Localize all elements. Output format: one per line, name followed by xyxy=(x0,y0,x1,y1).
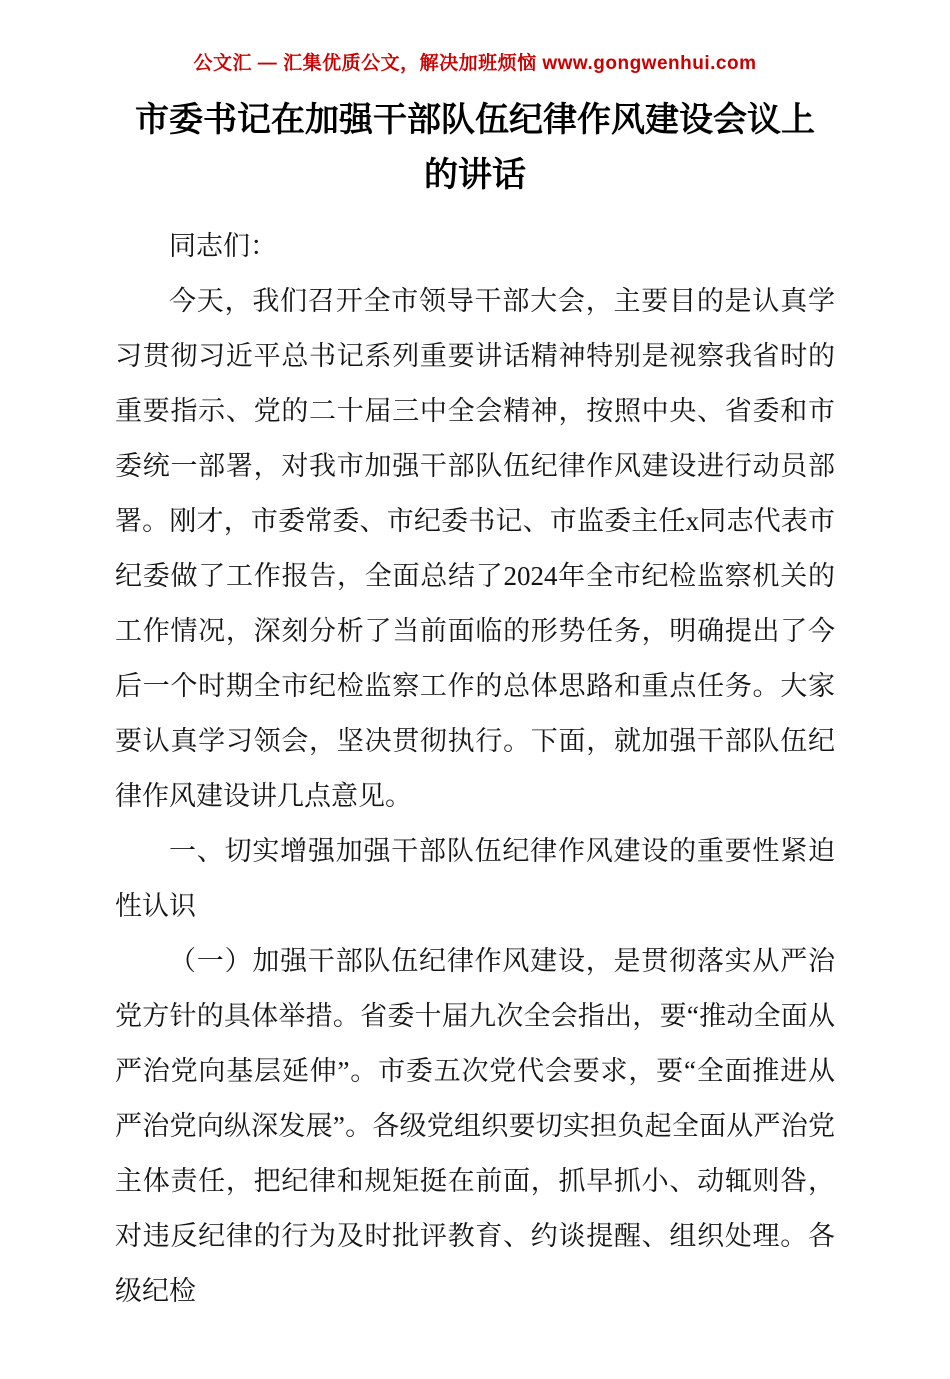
watermark-header: 公文汇 — 汇集优质公文，解决加班烦恼 www.gongwenhui.com xyxy=(193,53,757,74)
document-title: 市委书记在加强干部队伍纪律作风建设会议上的讲话 xyxy=(135,102,815,195)
document-body xyxy=(115,219,835,1319)
body-paragraph-salutation: 同志们： xyxy=(169,231,277,262)
body-paragraph-section-heading: 一、切实增强加强干部队伍纪律作风建设的重要性紧迫性认识 xyxy=(115,836,835,922)
body-paragraph-intro: 今天，我们召开全市领导干部大会，主要目的是认真学习贯彻习近平总书记系列重要讲话精神特别是视察我省时的重要指示、党的二十届三中全会精神，按照中央、省委和市委统一部署，对我市加强干部队伍纪律作风建设进行动员部署。刚才，市委常委、市纪委书记、市监委主任x同志代表市纪委做了工作报告，全面总结了2024年全市纪检监察机关的工作情况，深刻分析了当前面临的形势任务，明确提出了今后一个时期全市纪检监察工作的总体思路和重点任务。大家要认真学习领会，坚决贯彻执行。下面，就加强干部队伍纪律作风建设讲几点意见。 xyxy=(115,286,835,812)
body-paragraph-section-one: （一）加强干部队伍纪律作风建设，是贯彻落实从严治党方针的具体举措。省委十届九次全会指出，要“推动全面从严治党向基层延伸”。市委五次党代会要求，要“全面推进从严治党向纵深发展”。各级党组织要切实担负起全面从严治党主体责任，把纪律和规矩挺在前面，抓早抓小、动辄则咎，对违反纪律的行为及时批评教育、约谈提醒、组织处理。各级纪检 xyxy=(115,946,835,1307)
